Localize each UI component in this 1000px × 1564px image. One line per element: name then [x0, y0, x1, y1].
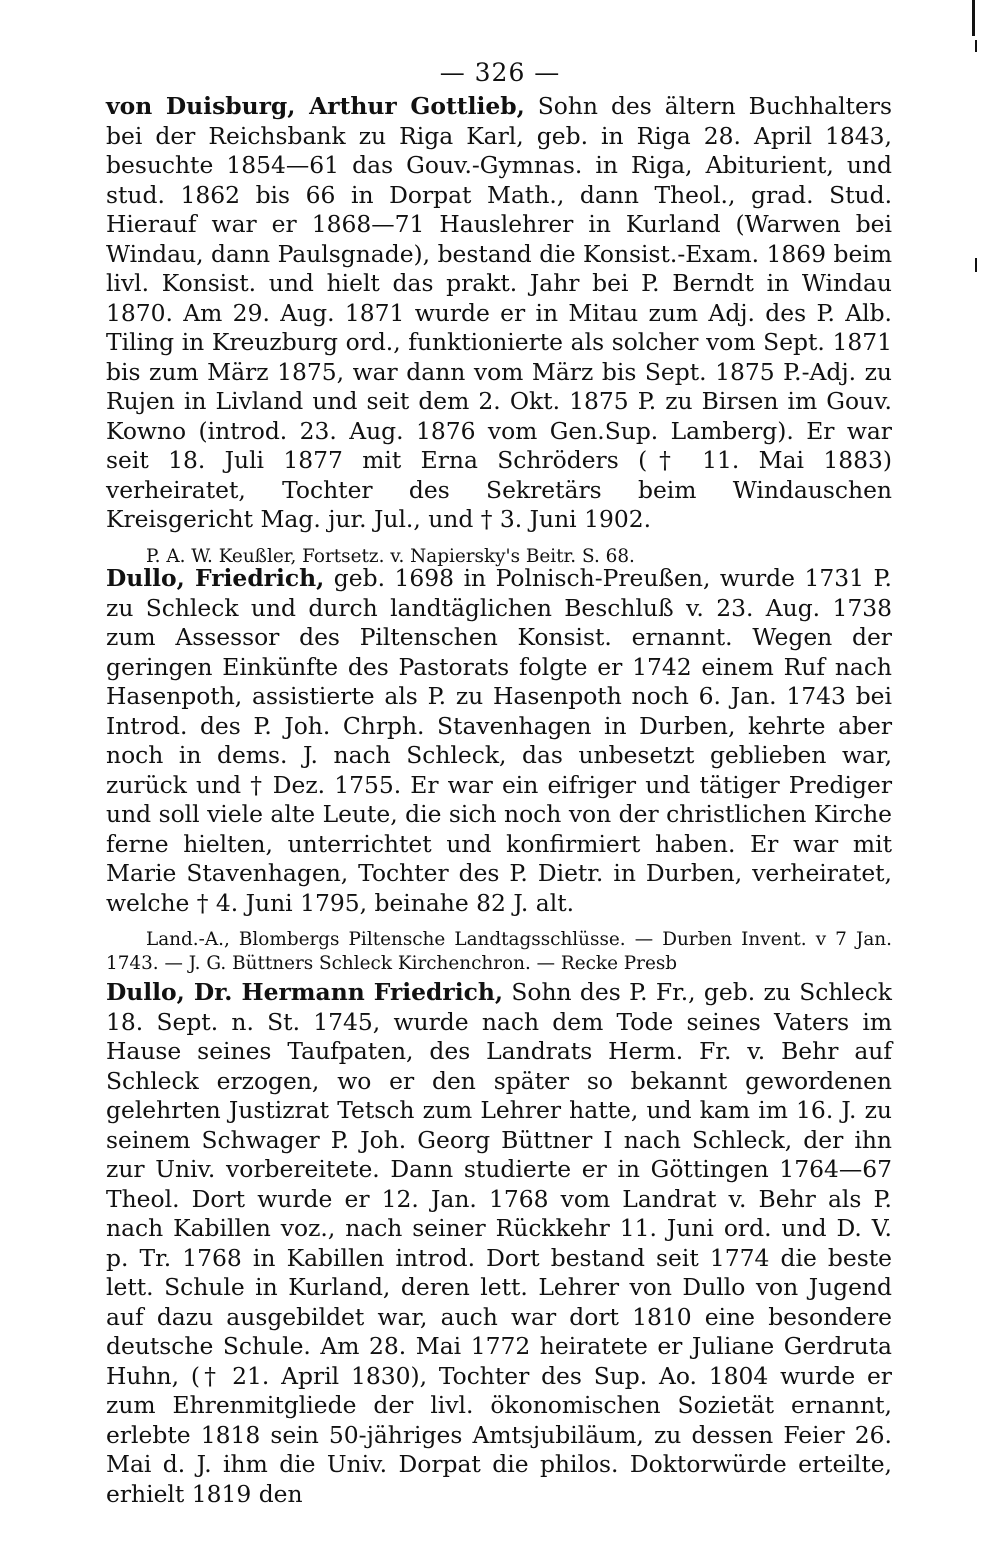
entry-body: Sohn des ältern Buchhalters bei der Reichsbank zu Riga Karl, geb. in Riga 28. April 1843, besuchte 1854—61 das Gouv.-Gymnas. in Riga, Abiturient, und stud. 1862 bis 66 in Dorpat Math., dann Theol., grad. Stud. Hierauf war er 1868—71 Hauslehrer in Kurland (Warwen bei Windau, dann Paulsgnade), bestand die Konsist.-Exam. 1869 beim livl. Konsist. und hielt das prakt. Jahr bei P. Berndt in Windau 1870. Am 29. Aug. 1871 wurde er in Mitau zum Adj. des P. Alb. Tiling in Kreuzburg ord., funktionierte als solcher vom Sept. 1871 bis zum März 1875, war dann vom März bis Sept. 1875 P.-Adj. zu Rujen in Livland und seit dem 2. Okt. 1875 P. zu Birsen im Gouv. Kowno (introd. 23. Aug. 1876 vom Gen.Sup. Lamberg). Er war seit 18. Juli 1877 mit Erna Schröders († 11. Mai 1883) verheiratet, Tochter des Sekretärs beim Windauschen Kreisgericht Mag. jur. Jul., und † 3. Juni 1902.: [106, 92, 892, 533]
entry-dullo-friedrich: [106, 564, 892, 976]
entry-headword: von Duisburg, Arthur Gottlieb,: [106, 92, 525, 120]
scan-edge-mark: [975, 40, 977, 52]
entry-body: geb. 1698 in Polnisch-Preußen, wurde 1731 P. zu Schleck und durch landtäglichen Beschluß v. 23. Aug. 1738 zum Assessor des Piltenschen Konsist. ernannt. Wegen der geringen Einkünfte des Pastorats folgte er 1742 einem Ruf nach Hasenpoth, assistierte als P. zu Hasenpoth noch 6. Jan. 1743 bei Introd. des P. Joh. Chrph. Stavenhagen in Durben, kehrte aber noch in dems. J. nach Schleck, das unbesetzt geblieben war, zurück und † Dez. 1755. Er war ein eifriger und tätiger Prediger und soll viele alte Leute, die sich noch von der christlichen Kirche ferne hielten, unterrichtet und konfirmiert haben. Er war mit Marie Stavenhagen, Tochter des P. Dietr. in Durben, verheiratet, welche † 4. Juni 1795, beinahe 82 J. alt.: [106, 564, 892, 917]
entry-source-note: P. A. W. Keußler, Fortsetz. v. Napiersky's Beitr. S. 68.: [146, 545, 635, 567]
scan-edge-mark: [972, 0, 975, 36]
entry-body: Sohn des P. Fr., geb. zu Schleck 18. Sept. n. St. 1745, wurde nach dem Tode seines Vaters im Hause seines Taufpaten, des Landrats Herm. Fr. v. Behr auf Schleck erzogen, wo er den später so bekannt gewordenen gelehrten Justizrat Tetsch zum Lehrer hatte, und kam im 16. J. zu seinem Schwager P. Joh. Georg Büttner I nach Schleck, der ihn zur Univ. vorbereitete. Dann studierte er in Göttingen 1764—67 Theol. Dort wurde er 12. Jan. 1768 vom Landrat v. Behr als P. nach Kabillen voz., nach seiner Rückkehr 11. Juni ord. und D. V. p. Tr. 1768 in Kabillen introd. Dort bestand seit 1774 die beste lett. Schule in Kurland, deren lett. Lehrer von Dullo von Jugend auf dazu ausgebildet war, auch war dort 1810 eine besondere deutsche Schule. Am 28. Mai 1772 heiratete er Juliane Gerdruta Huhn, († 21. April 1830), Tochter des Sup. Ao. 1804 wurde er zum Ehrenmitgliede der livl. ökonomischen Sozietät ernannt, erlebte 1818 sein 50-jähriges Amtsjubiläum, zu dessen Feier 26. Mai d. J. ihm die Univ. Dorpat die philos. Doktorwürde erteilte, erhielt 1819 den: [106, 978, 892, 1508]
scan-edge-mark: [975, 258, 977, 272]
entry-source-note: Land.-A., Blombergs Piltensche Landtagsschlüsse. — Durben Invent. v 7 Jan. 1743. — J. G. Büttners Schleck Kirchenchron. — Recke Presb: [106, 929, 892, 974]
entry-paragraph: [106, 978, 892, 1509]
page-number: — 326 —: [439, 58, 561, 87]
entry-dullo-hermann-friedrich: [106, 978, 892, 1509]
entry-paragraph: [106, 564, 892, 918]
entry-von-duisburg: [106, 92, 892, 569]
entry-paragraph: [106, 92, 892, 535]
entry-headword: Dullo, Dr. Hermann Friedrich,: [106, 978, 504, 1006]
entry-headword: Dullo, Friedrich,: [106, 564, 325, 592]
